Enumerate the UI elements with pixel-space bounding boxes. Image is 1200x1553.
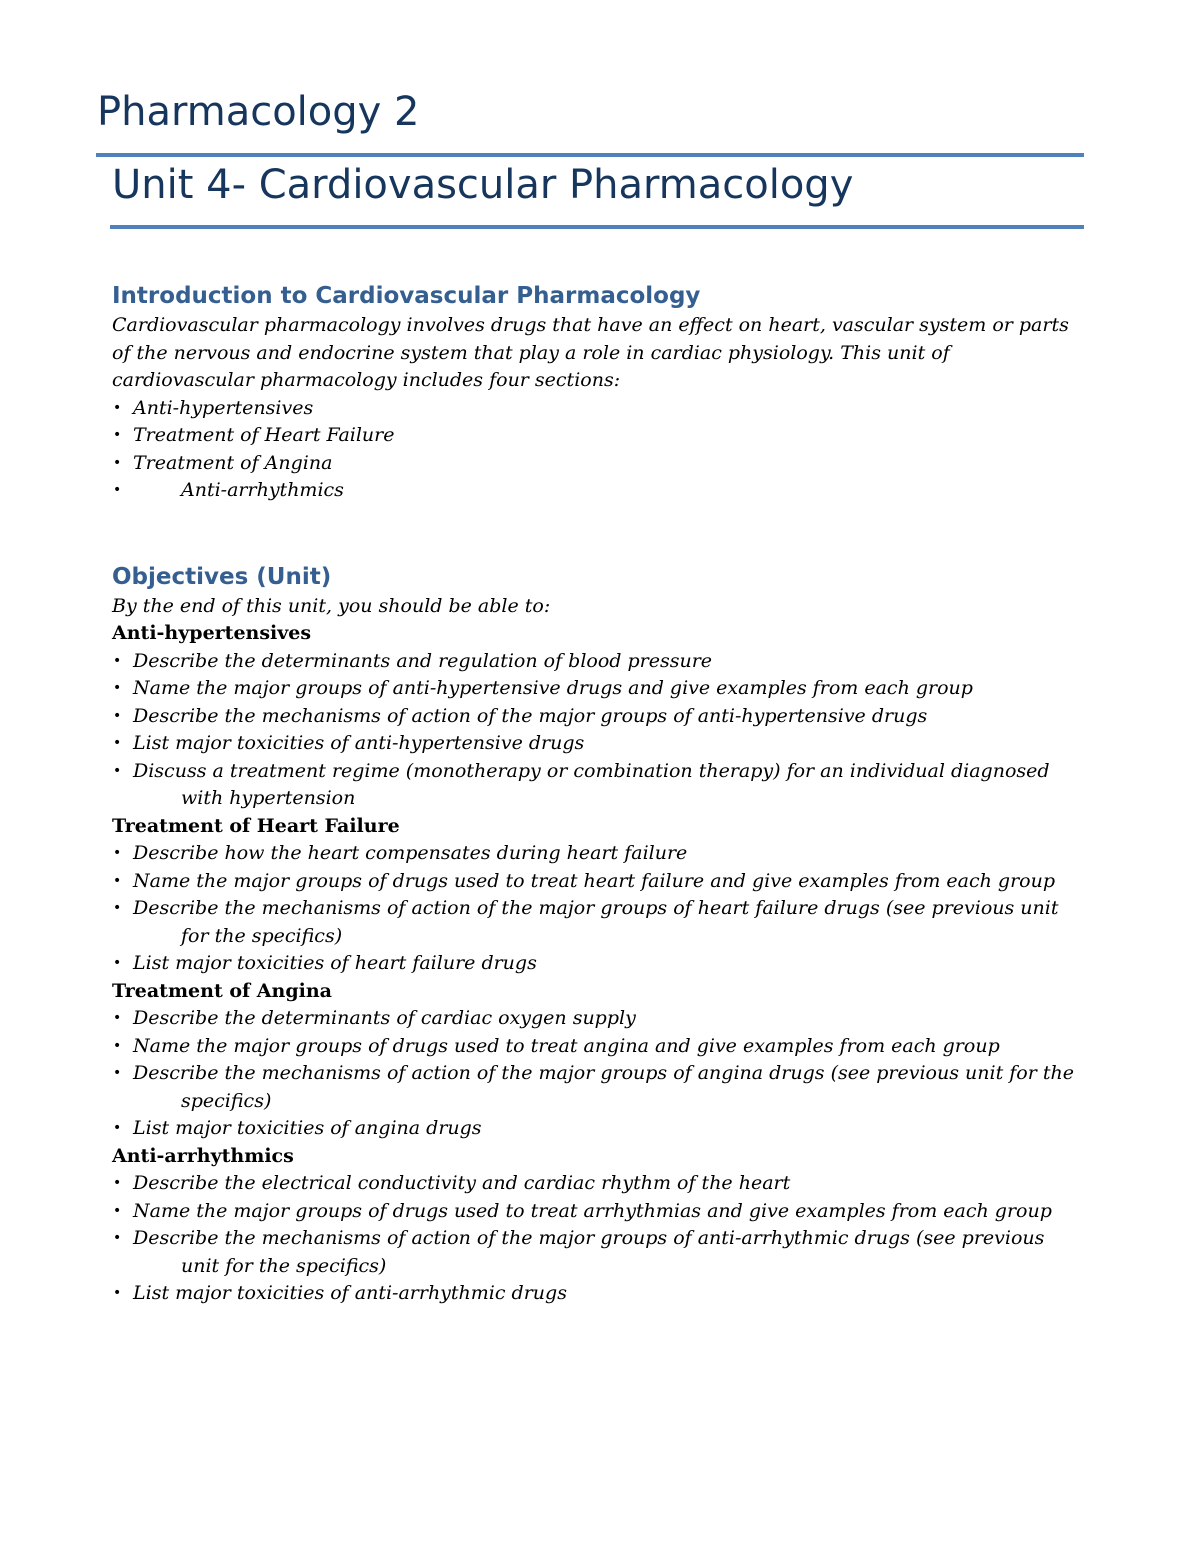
bullet-icon: • [113,872,122,889]
bullet-icon: • [113,454,122,471]
bullet-icon: • [113,680,122,696]
unit-title-divider [110,225,1084,229]
bullet-icon: • [113,900,122,916]
intro-heading: Introduction to Cardiovascular Pharmacology [112,283,701,309]
bullet-icon: • [113,762,122,779]
list-item: • Describe how the heart compensates during heart failure [112,840,1092,868]
list-item: • Name the major groups of drugs used to treat angina and give examples from each group [112,1033,1092,1061]
bullet-icon: • [113,1037,122,1054]
objectives-heading: Objectives (Unit) [112,563,332,590]
list-item: • Describe the mechanisms of action of the major groups of angina drugs (see previous unit for the specifics) [112,1060,1092,1115]
list-item-continuation: specifics) [181,1089,272,1112]
list-item: • List major toxicities of heart failure drugs [112,950,1092,978]
list-item: • List major toxicities of angina drugs [112,1115,1092,1143]
intro-paragraph: Cardiovascular pharmacology involves drugs that have an effect on heart, vascular system or parts of the nervous and endocrine system that play a role in cardiac physiology. This unit of cardiovascular pharmacology includes four sections: [112,314,1069,391]
bullet-icon: • [113,1202,122,1219]
bullet-icon: • [113,845,122,861]
list-item: • Describe the electrical conductivity and cardiac rhythm of the heart [112,1170,1092,1198]
title-divider [96,153,1084,157]
bullet-icon: • [113,427,122,443]
objective-list [112,648,1092,813]
list-item: • Describe the mechanisms of action of the major groups of anti-arrhythmic drugs (see previous unit for the specifics) [112,1225,1092,1280]
bullet-icon: • [113,1010,122,1026]
objective-group-title: Treatment of Heart Failure [112,814,400,837]
list-item-continuation: for the specifics) [181,924,343,947]
list-item: • Treatment of Angina [112,450,1092,478]
objective-group-title: Anti-hypertensives [112,622,312,644]
bullet-icon: • [113,1175,122,1191]
objectives-lead: By the end of this unit, you should be able to: [112,594,551,617]
objective-list [112,840,1092,978]
bullet-icon: • [113,1120,122,1136]
list-item: • List major toxicities of anti-arrhythmic drugs [112,1280,1092,1308]
bullet-icon: • [113,399,122,416]
objective-group-title: Treatment of Angina [112,979,332,1002]
list-item: • Describe the determinants of cardiac oxygen supply [112,1005,1092,1033]
bullet-icon: • [113,482,122,498]
list-item: • Name the major groups of drugs used to treat arrhythmias and give examples from each group [112,1198,1092,1226]
list-item: • Discuss a treatment regime (monotherapy or combination therapy) for an individual diagnosed with hypertension [112,758,1092,813]
list-item-continuation: with hypertension [181,787,356,809]
list-item: • Anti-arrhythmics [112,477,1092,505]
list-item: • Describe the mechanisms of action of the major groups of heart failure drugs (see previous unit for the specifics) [112,895,1092,950]
document-title: Pharmacology 2 [97,89,420,135]
bullet-icon: • [113,1285,122,1301]
bullet-icon: • [113,1230,122,1246]
objective-list [112,1005,1092,1143]
intro-section-list [112,395,1092,505]
objective-list [112,1170,1092,1308]
list-item: • Treatment of Heart Failure [112,422,1092,450]
list-item: • Describe the mechanisms of action of the major groups of anti-hypertensive drugs [112,703,1092,731]
bullet-icon: • [113,707,122,724]
bullet-icon: • [113,735,122,751]
list-item: • Name the major groups of drugs used to treat heart failure and give examples from each group [112,868,1092,896]
bullet-icon: • [113,652,122,669]
objective-group-title: Anti-arrhythmics [112,1144,294,1167]
list-item: • Name the major groups of anti-hypertensive drugs and give examples from each group [112,675,1092,703]
list-item-continuation: unit for the specifics) [181,1254,387,1277]
section-spacer [112,505,1092,561]
document-body [112,280,1092,1308]
list-item: • List major toxicities of anti-hypertensive drugs [112,730,1092,758]
bullet-icon: • [113,1065,122,1081]
unit-title: Unit 4- Cardiovascular Pharmacology [112,162,854,208]
list-item: • Describe the determinants and regulation of blood pressure [112,648,1092,676]
bullet-icon: • [113,955,122,971]
list-item: • Anti-hypertensives [112,395,1092,423]
